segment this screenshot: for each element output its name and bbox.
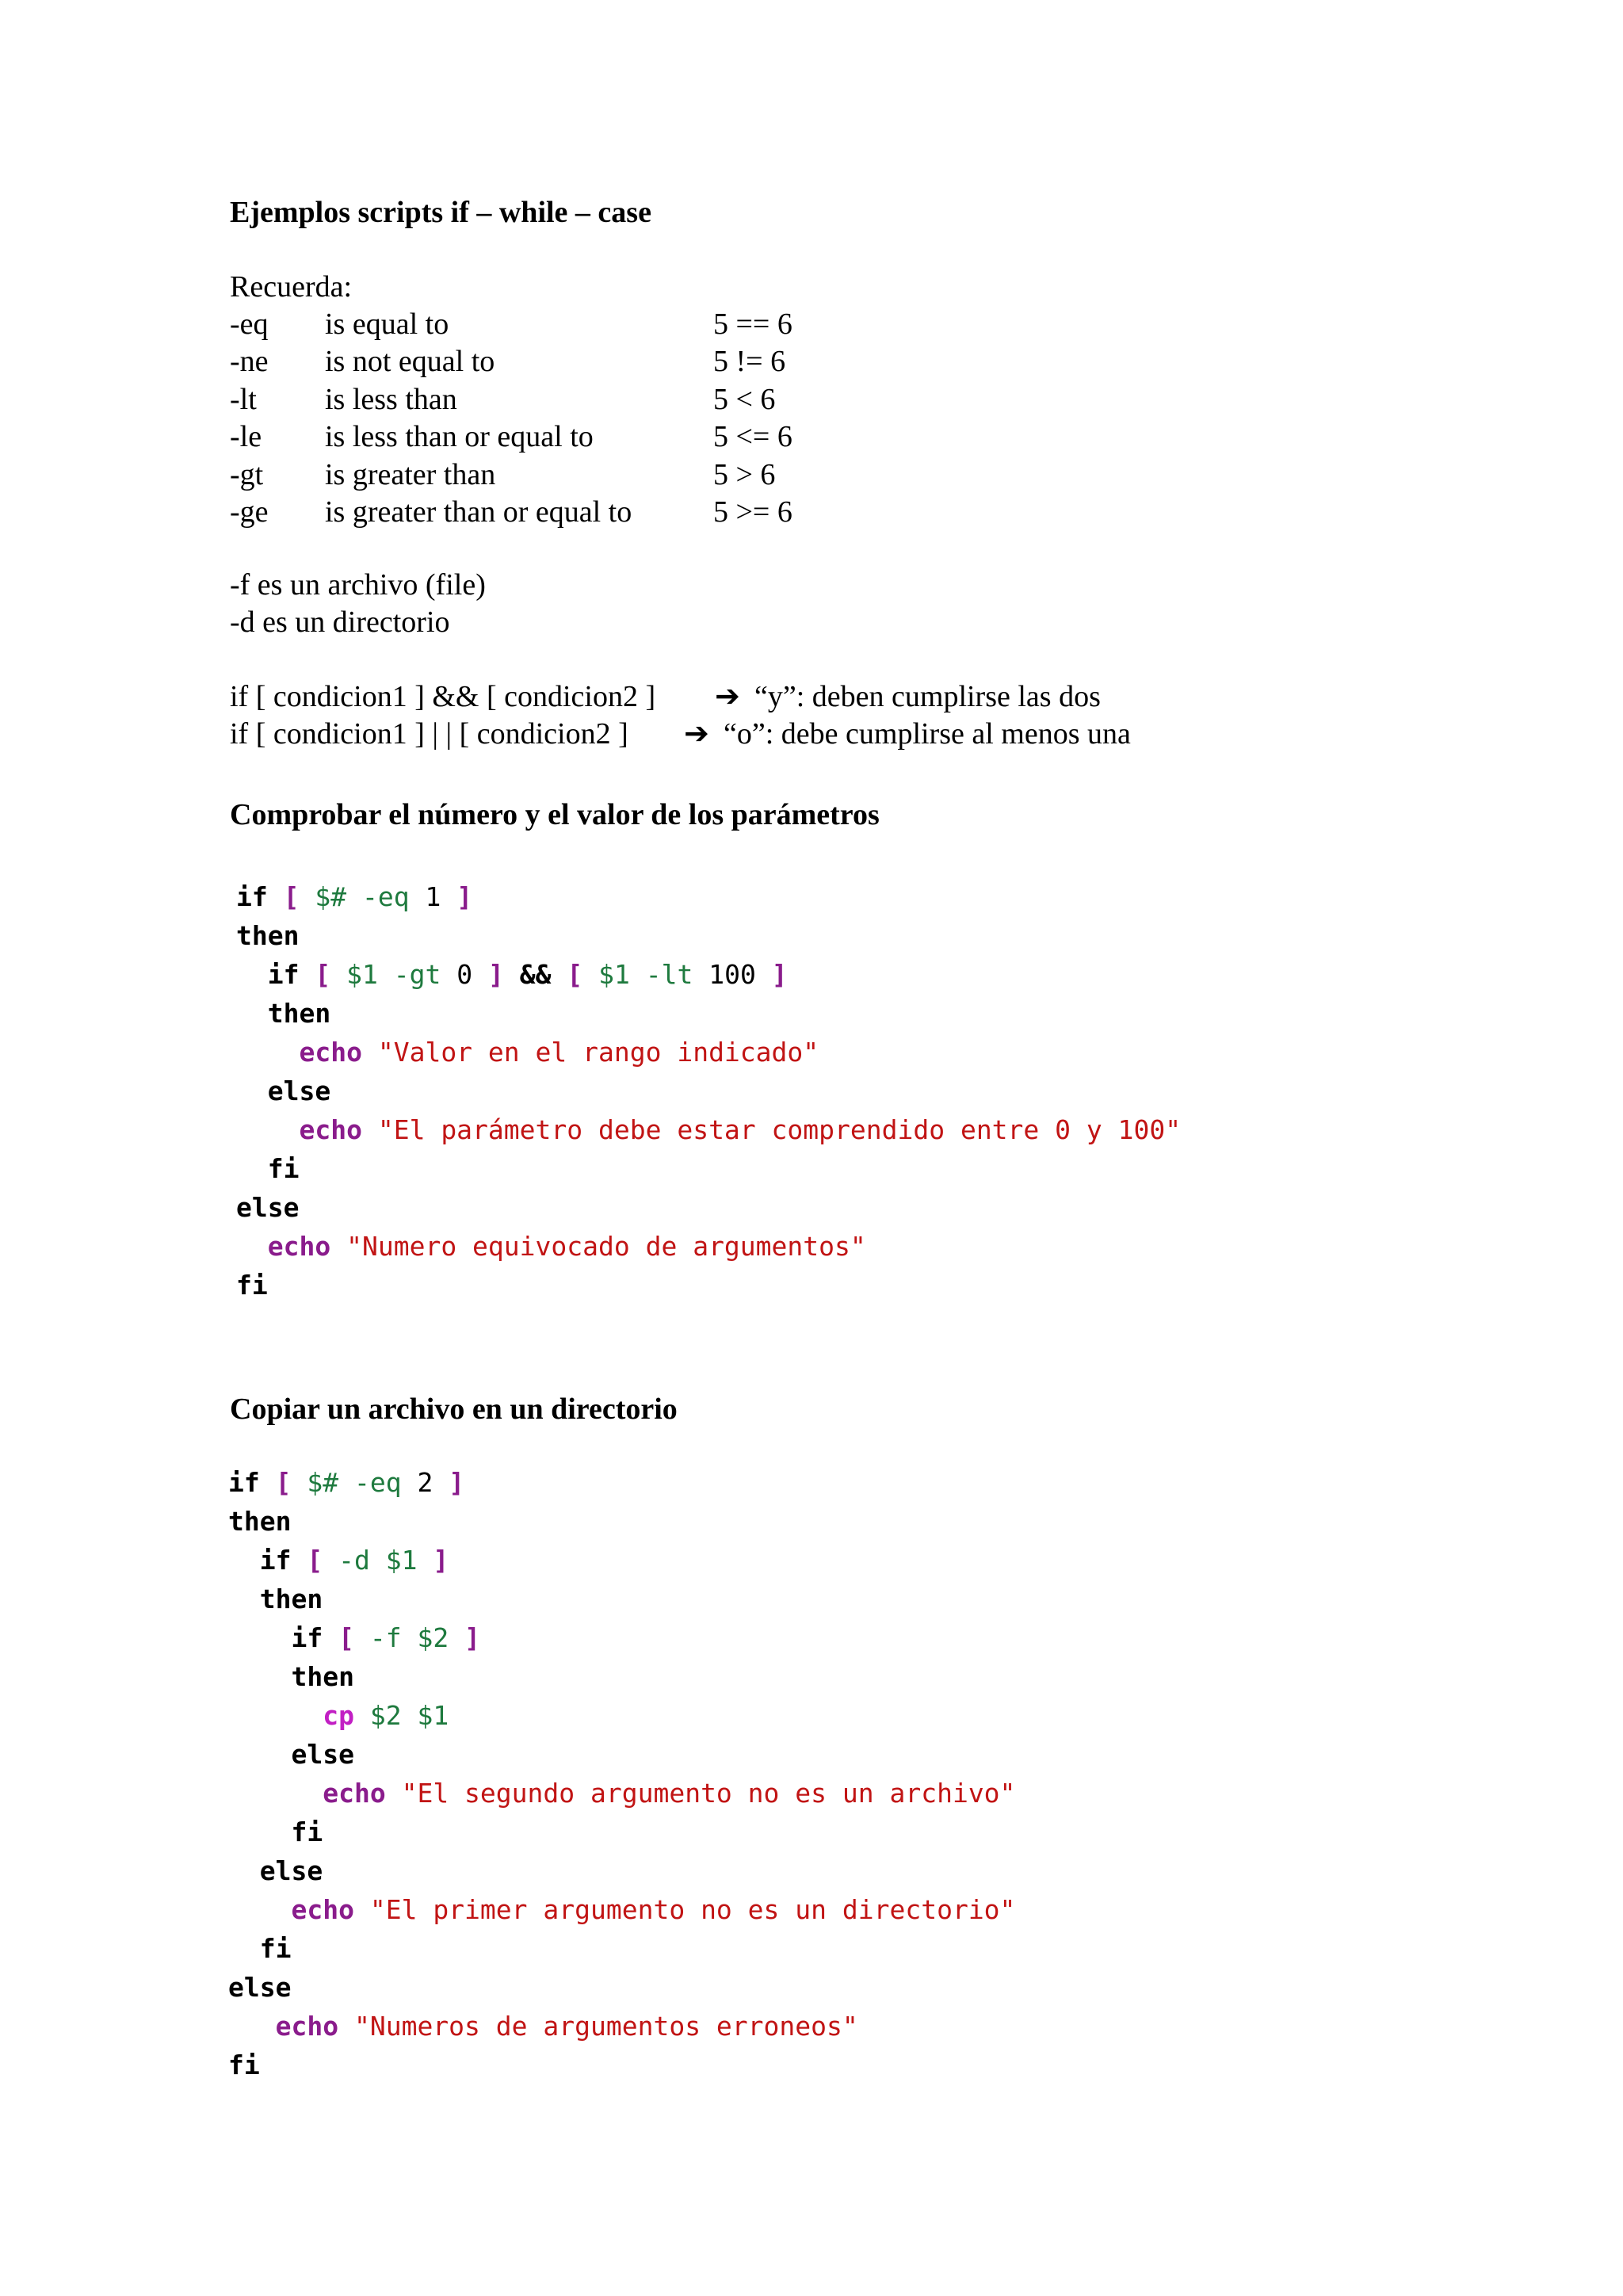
page-title: Ejemplos scripts if – while – case (230, 196, 651, 229)
operator-description: is equal to (325, 308, 449, 341)
operator-name: -lt (230, 382, 257, 416)
operator-row-eq (230, 306, 1181, 343)
file-test-d: -d es un directorio (230, 606, 450, 639)
logic-and-code: if [ condicion1 ] && [ condicion2 ] (230, 680, 656, 713)
operator-row-le (230, 418, 1181, 456)
operators-table (230, 306, 1181, 531)
arrow-icon: ➔ (715, 680, 740, 713)
operator-description: is greater than or equal to (325, 495, 632, 529)
arrow-icon: ➔ (684, 717, 709, 751)
recuerda-label: Recuerda: (230, 270, 353, 304)
operator-example: 5 >= 6 (713, 495, 792, 529)
operator-description: is less than or equal to (325, 420, 594, 454)
operator-row-ne (230, 343, 1181, 380)
string-rango: "El parámetro debe estar comprendido entre 0 y 100" (377, 1114, 1182, 1145)
code-block-copiar: if [ $# -eq 2 ] then if [ -d $1 ] then if [ -f $2 ] then cp $2 $1 else echo "El segundo argumento no es un archivo" fi else echo "El primer argumento no es un directorio" fi else echo "Numeros de argumentos erroneos" fi (228, 1467, 1016, 2080)
operator-example: 5 > 6 (713, 457, 776, 491)
logic-or-code: if [ condicion1 ] | | [ condicion2 ] (230, 717, 628, 751)
operator-example: 5 < 6 (713, 382, 776, 416)
string-archivo: "El segundo argumento no es un archivo" (401, 1778, 1016, 1809)
operator-name: -ne (230, 345, 269, 379)
operator-description: is less than (325, 382, 457, 416)
code-block-parametros: if [ $# -eq 1 ] then if [ $1 -gt 0 ] && [ $1 -lt 100 ] then echo "Valor en el rango indicado" else echo "El parámetro debe estar comprendido entre 0 y 100" fi else echo "Numero equivocado de argumentos" fi (236, 881, 1182, 1301)
logic-row-and (230, 678, 1339, 716)
file-test-f: -f es un archivo (file) (230, 568, 486, 602)
string-directorio: "El primer argumento no es un directorio" (369, 1894, 1016, 1925)
operator-description: is not equal to (325, 345, 495, 379)
operator-example: 5 != 6 (713, 345, 786, 379)
operator-row-lt (230, 381, 1181, 418)
operator-name: -le (230, 420, 262, 454)
string-numero: "Numero equivocado de argumentos" (346, 1231, 866, 1262)
operator-row-ge (230, 494, 1181, 531)
logic-row-or (230, 716, 1339, 753)
operator-row-gt (230, 457, 1181, 494)
section-heading-parametros: Comprobar el número y el valor de los parámetros (230, 798, 880, 831)
operator-name: -eq (230, 308, 269, 341)
string-valor: "Valor en el rango indicado" (377, 1037, 819, 1068)
operator-example: 5 <= 6 (713, 420, 792, 454)
operator-name: -ge (230, 495, 269, 529)
operator-name: -gt (230, 457, 264, 491)
section-heading-copiar: Copiar un archivo en un directorio (230, 1392, 678, 1426)
operator-example: 5 == 6 (713, 308, 792, 341)
logic-operators (230, 678, 1339, 754)
string-numeros: "Numeros de argumentos erroneos" (353, 2011, 858, 2042)
operator-description: is greater than (325, 457, 496, 491)
logic-or-meaning: “o”: debe cumplirse al menos una (724, 717, 1131, 751)
logic-and-meaning: “y”: deben cumplirse las dos (754, 680, 1101, 713)
